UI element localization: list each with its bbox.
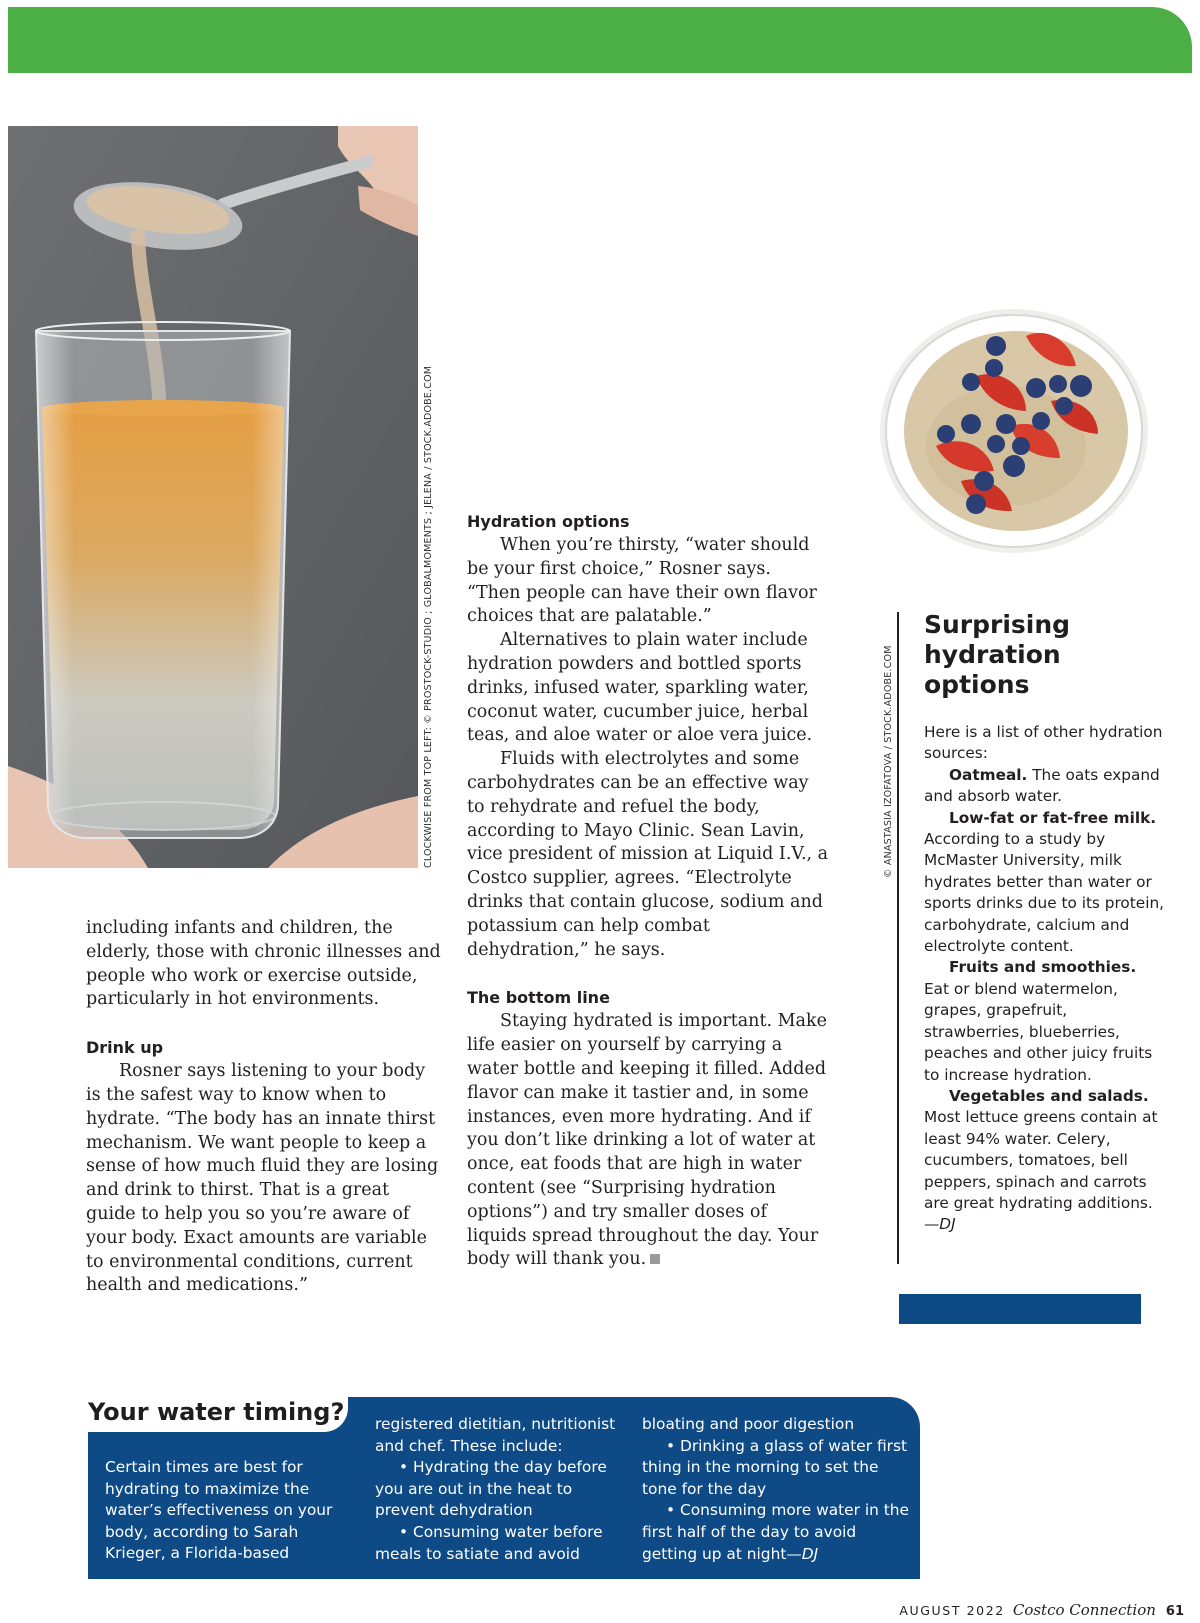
water-timing-title: Your water timing?	[88, 1398, 345, 1426]
article-column-2	[467, 510, 829, 1272]
sidebar-surprising-hydration	[924, 610, 1164, 1236]
water-timing-bullet: • Hydrating the day before you are out in the heat to prevent dehydration	[375, 1458, 607, 1520]
hydration-paragraph-3: Fluids with electrolytes and some carbohydrates can be an effective way to rehydrate and refuel the body, according to Mayo Clinic. Sean Lavin, vice president of mission at Liquid I.V., a Costco supplier, agrees. “Electrolyte drinks that contain glucose, sodium and potassium can help combat dehydration,” he says.	[467, 749, 829, 960]
water-timing-column-1	[105, 1457, 355, 1565]
water-timing-bullet: • Consuming water before meals to satiate and avoid	[375, 1522, 603, 1563]
bottom-line-paragraph: Staying hydrated is important. Make life easier on yourself by carrying a water bottle and keeping it filled. Added flavor can make it tastier and, in some instances, even more hydrating. And if you don’t like drinking a lot of water at once, eat foods that are high in water content (see “Surprising hydration options”) and try smaller doses of liquids spread throughout the day. Your body will thank you.	[467, 1011, 827, 1270]
page-number: 61	[1165, 1604, 1184, 1619]
footer-date: AUGUST 2022	[899, 1603, 1005, 1618]
header-color-bar	[8, 7, 1192, 73]
water-timing-signature: —DJ	[786, 1544, 819, 1563]
sidebar-divider	[897, 612, 899, 1264]
sidebar-item: Fruits and smoothies. Eat or blend watermelon, grapes, grapefruit, strawberries, blueberries, peaches and other juicy fruits to increase hydration.	[924, 958, 1153, 1084]
water-timing-column-3	[642, 1414, 910, 1565]
hydration-options-heading: Hydration options	[467, 512, 630, 531]
column1-intro: including infants and children, the elderly, those with chronic illnesses and people who work or exercise outside, particularly in hot environments.	[86, 918, 441, 1010]
sidebar-item: Low-fat or fat-free milk. According to a study by McMaster University, milk hydrates better than water or sports drinks due to its protein, carbohydrate, calcium and electrolyte content.	[924, 808, 1165, 956]
sidebar-signature: —DJ	[924, 1215, 956, 1234]
page-footer	[899, 1601, 1184, 1619]
water-timing-intro: Certain times are best for hydrating to maximize the water’s effectiveness on your body, according to Sarah Krieger, a Florida-based	[105, 1458, 333, 1563]
bottom-line-heading: The bottom line	[467, 988, 610, 1008]
sidebar-item: Vegetables and salads. Most lettuce greens contain at least 94% water. Celery, cucumbers, tomatoes, bell peppers, spinach and carrots are great hydrating additions.—DJ	[924, 1086, 1158, 1234]
water-timing-column-2	[375, 1414, 635, 1565]
drink-up-paragraph: Rosner says listening to your body is the safest way to know when to hydrate. “The body has an innate thirst mechanism. We want people to keep a sense of how much fluid they are losing and drink to thirst. That is a great guide to help you so you’re aware of your body. Exact amounts are variable to environmental conditions, current health and medications.”	[86, 1061, 439, 1296]
photo-hydration-powder-glass	[8, 126, 418, 868]
end-mark-icon	[650, 1254, 660, 1264]
sidebar-accent-bar	[899, 1294, 1141, 1324]
water-timing-text: registered dietitian, nutritionist and chef. These include:	[375, 1415, 616, 1455]
footer-magazine: Costco Connection	[1012, 1601, 1156, 1619]
photo-credit-left: CLOCKWISE FROM TOP LEFT: © PROSTOCK-STUDIO ; GLOBALMOMENTS ; JELENA / STOCK.ADOBE.COM	[423, 365, 434, 868]
sidebar-intro: Here is a list of other hydration sources:	[924, 723, 1163, 763]
photo-credit-right: © ANASTASIA IZOFATOVA / STOCK.ADOBE.COM	[883, 645, 894, 878]
sidebar-item: Oatmeal. The oats expand and absorb water.	[924, 765, 1160, 806]
drink-up-heading: Drink up	[86, 1038, 164, 1058]
photo-oatmeal-bowl	[876, 306, 1152, 556]
water-timing-bullet: • Consuming more water in the first half of the day to avoid getting up at night—DJ	[642, 1501, 910, 1563]
hydration-paragraph-1: When you’re thirsty, “water should be your first choice,” Rosner says. “Then people can have their own flavor choices that are palatable.”	[467, 535, 817, 627]
article-column-1	[86, 917, 442, 1298]
water-timing-bullet: • Drinking a glass of water first thing in the morning to set the tone for the day	[642, 1436, 908, 1498]
hydration-paragraph-2: Alternatives to plain water include hydration powders and bottled sports drinks, infused water, sparkling water, coconut water, cucumber juice, herbal teas, and aloe water or aloe vera juice.	[467, 630, 813, 746]
sidebar-title: Surprising hydration options	[924, 610, 1071, 699]
water-timing-text: bloating and poor digestion	[642, 1415, 855, 1433]
